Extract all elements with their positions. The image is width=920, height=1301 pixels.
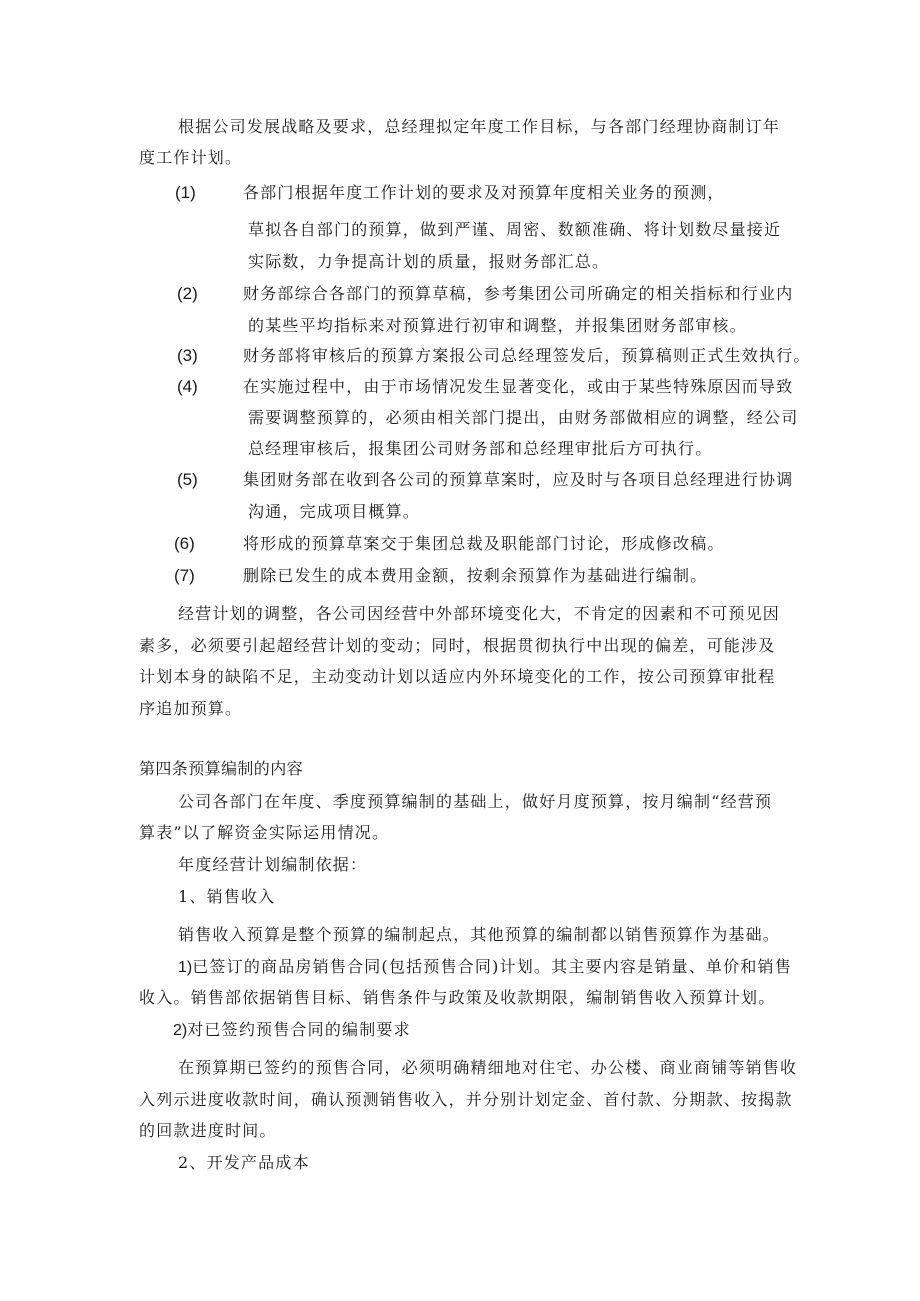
step-2-line-2: 的某些平均指标来对预算进行初审和调整，并报集团财务部审核。	[248, 316, 747, 335]
adjustment-line-1: 经营计划的调整，各公司因经营中外部环境变化大，不肯定的因素和不可预见因	[178, 604, 781, 623]
step-number-5: (5)	[177, 470, 198, 489]
step-4-line-1: 在实施过程中，由于市场情况发生显著变化，或由于某些特殊原因而导致	[243, 377, 794, 396]
step-5-line-2: 沟通，完成项目概算。	[248, 502, 421, 521]
step-2-line-1: 财务部综合各部门的预算草稿，参考集团公司所确定的相关指标和行业内	[243, 284, 794, 303]
sub-item-1-text: 已签订的商品房销售合同(包括预售合同)计划。其主要内容是销量、单价和销售	[192, 957, 792, 976]
step-number-2: (2)	[177, 284, 198, 303]
step-number-6: (6)	[174, 534, 195, 553]
sub-item-2-text: 对已签约预售合同的编制要求	[187, 1020, 411, 1039]
sub-item-1-line-2: 收入。销售部依据销售目标、销售条件与政策及收款期限，编制销售收入预算计划。	[139, 988, 776, 1007]
step-5-line-1: 集团财务部在收到各公司的预算草案时，应及时与各项目总经理进行协调	[243, 470, 794, 489]
step-number-3: (3)	[177, 346, 198, 365]
basis-heading: 年度经营计划编制依据：	[178, 855, 368, 874]
step-1-line-3: 实际数，力争提高计划的质量，报财务部汇总。	[248, 252, 610, 271]
adjustment-line-4: 序追加预算。	[139, 699, 243, 718]
step-3-line-1: 财务部将审核后的预算方案报公司总经理签发后，预算稿则正式生效执行。	[243, 346, 811, 365]
item-2-title: 2、开发产品成本	[178, 1153, 310, 1172]
presale-line-3: 的回款进度时间。	[139, 1121, 277, 1140]
item-1-description: 销售收入预算是整个预算的编制起点，其他预算的编制都以销售预算作为基础。	[178, 925, 781, 944]
step-1-line-1: 各部门根据年度工作计划的要求及对预算年度相关业务的预测，	[243, 183, 725, 202]
sub-item-1-line-1	[178, 957, 792, 978]
adjustment-line-2: 素多，必须要引起超经营计划的变动；同时，根据贯彻执行中出现的偏差，可能涉及	[139, 636, 776, 655]
sub-item-2-line	[173, 1020, 411, 1041]
article-4-para-line-2: 算表”以了解资金实际运用情况。	[139, 823, 390, 842]
sub-item-1-number: 1)	[178, 959, 193, 976]
step-1-line-2: 草拟各自部门的预算，做到严谨、周密、数额准确、将计划数尽量接近	[248, 220, 782, 239]
sub-item-2-number: 2)	[173, 1022, 188, 1039]
presale-line-1: 在预算期已签约的预售合同，必须明确精细地对住宅、办公楼、商业商铺等销售收	[178, 1058, 798, 1077]
article-4-title: 第四条预算编制的内容	[139, 759, 304, 778]
item-1-title: 1、销售收入	[178, 887, 276, 906]
step-number-1: (1)	[175, 183, 196, 202]
presale-line-2: 入列示进度收款时间，确认预测销售收入，并分别计划定金、首付款、分期款、按揭款	[139, 1090, 793, 1109]
step-6-line-1: 将形成的预算草案交于集团总裁及职能部门讨论，形成修改稿。	[243, 534, 725, 553]
step-number-7: (7)	[174, 566, 195, 585]
intro-line-2: 度工作计划。	[139, 148, 243, 167]
step-7-line-1: 删除已发生的成本费用金额，按剩余预算作为基础进行编制。	[243, 566, 708, 585]
adjustment-line-3: 计划本身的缺陷不足，主动变动计划以适应内外环境变化的工作，按公司预算审批程	[139, 667, 776, 686]
step-number-4: (4)	[177, 377, 198, 396]
article-4-para-line-1: 公司各部门在年度、季度预算编制的基础上，做好月度预算，按月编制“经营预	[178, 792, 773, 811]
step-4-line-2: 需要调整预算的，必须由相关部门提出，由财务部做相应的调整，经公司	[248, 408, 799, 427]
step-4-line-3: 总经理审核后，报集团公司财务部和总经理审批后方可执行。	[248, 439, 713, 458]
intro-line-1: 根据公司发展战略及要求，总经理拟定年度工作目标，与各部门经理协商制订年	[178, 117, 781, 136]
